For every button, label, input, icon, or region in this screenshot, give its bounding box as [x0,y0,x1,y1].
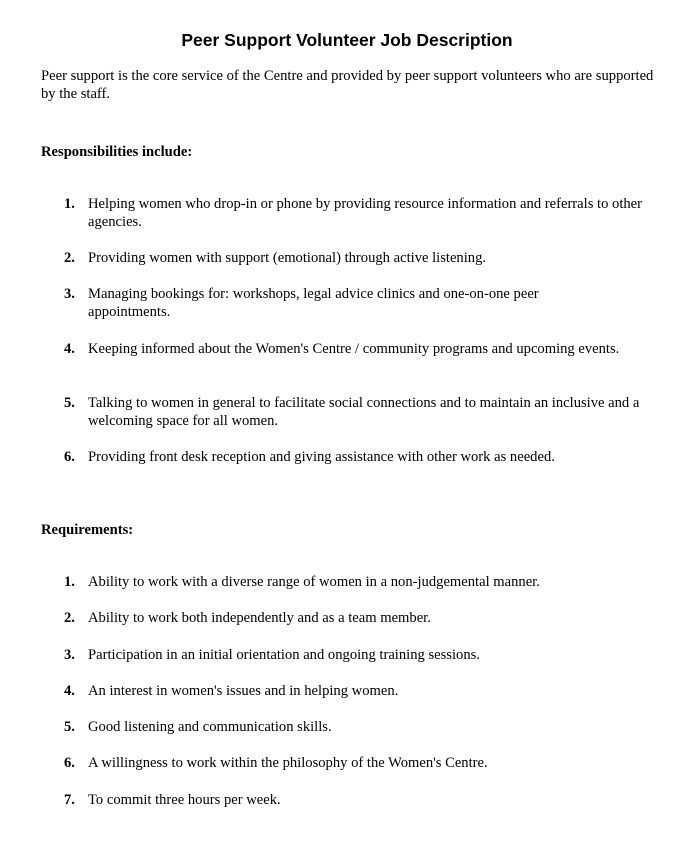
item-number: 5. [64,395,75,411]
item-number: 6. [64,755,75,771]
item-text: An interest in women's issues and in helping women. [88,683,399,699]
item-text: Good listening and communication skills. [88,719,332,735]
item-number: 3. [64,647,75,663]
item-number: 1. [64,574,75,590]
item-number: 1. [64,196,75,212]
item-text: Managing bookings for: workshops, legal advice clinics and one-on-one peer appointments. [88,286,539,320]
item-number: 4. [64,683,75,699]
item-number: 7. [64,792,75,808]
item-number: 4. [64,341,75,357]
requirements-heading: Requirements: [41,522,134,538]
item-text: Ability to work both independently and as a team member. [88,610,431,626]
item-text: A willingness to work within the philosophy of the Women's Centre. [88,755,488,771]
item-number: 2. [64,250,75,266]
item-number: 2. [64,610,75,626]
item-text: Ability to work with a diverse range of women in a non-judgemental manner. [88,574,540,590]
item-text: Providing women with support (emotional) through active listening. [88,250,487,266]
item-text: To commit three hours per week. [88,792,281,808]
item-text: Participation in an initial orientation and ongoing training sessions. [88,647,480,663]
item-text: Talking to women in general to facilitate social connections and to maintain an inclusive and a welcoming space for all women. [88,395,640,429]
intro-paragraph: Peer support is the core service of the Centre and provided by peer support volunteers who are supported by the staff. [41,68,654,102]
item-number: 6. [64,449,75,465]
item-text: Providing front desk reception and giving assistance with other work as needed. [88,449,555,465]
page-title: Peer Support Volunteer Job Description [181,30,513,50]
item-number: 3. [64,286,75,302]
item-number: 5. [64,719,75,735]
responsibilities-heading: Responsibilities include: [41,144,193,160]
item-text: Helping women who drop-in or phone by providing resource information and referrals to other agencies. [88,196,643,230]
item-text: Keeping informed about the Women's Centre / community programs and upcoming events. [88,341,620,357]
